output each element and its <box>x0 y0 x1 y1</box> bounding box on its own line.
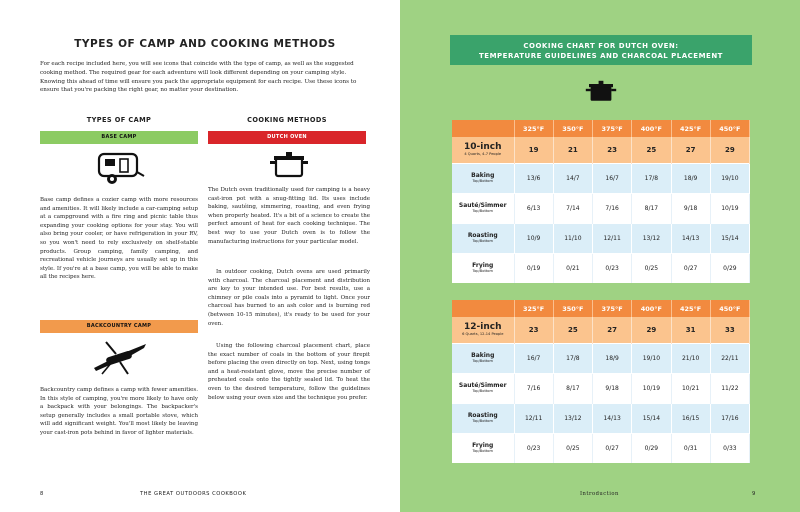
value-cell: 17/16 <box>710 403 749 433</box>
value-cell: 9/18 <box>593 373 632 403</box>
value-cell: 22/11 <box>710 343 749 373</box>
method-sub: Top/Bottom <box>472 179 493 183</box>
coal-count-cell: 27 <box>671 137 710 163</box>
temp-cell: 400°F <box>632 300 671 317</box>
twelve-inch-chart <box>452 300 750 463</box>
table-row <box>452 223 750 253</box>
value-cell: 21/10 <box>671 343 710 373</box>
temp-cell: 375°F <box>593 300 632 317</box>
right-page-number: 9 <box>752 491 756 497</box>
multi-tool-knife-icon <box>92 340 148 376</box>
coal-count-cell: 23 <box>593 137 632 163</box>
value-cell: 7/14 <box>553 193 592 223</box>
coal-count-cell: 19 <box>514 137 553 163</box>
temp-cell: 425°F <box>671 300 710 317</box>
dutch-oven-pot-icon <box>585 80 617 104</box>
section-footer: Introduction <box>580 491 619 497</box>
temp-cell: 375°F <box>593 120 632 137</box>
size-note: 6 Quarts, 12-14 People <box>462 332 504 337</box>
value-cell: 7/16 <box>514 373 553 403</box>
value-cell: 16/15 <box>671 403 710 433</box>
right-page <box>400 0 800 512</box>
types-of-camp-column <box>40 0 198 512</box>
base-camp-bar: BASE CAMP <box>40 131 198 144</box>
value-cell: 14/13 <box>671 223 710 253</box>
coal-count-cell: 25 <box>632 137 671 163</box>
method-sub: Top/Bottom <box>472 239 493 243</box>
temp-cell: 325°F <box>514 300 553 317</box>
value-cell: 16/7 <box>514 343 553 373</box>
value-cell: 0/21 <box>553 253 592 283</box>
value-cell: 7/16 <box>593 193 632 223</box>
temp-cell: 350°F <box>553 120 592 137</box>
method-sub: Top/Bottom <box>472 449 493 454</box>
value-cell: 10/9 <box>514 223 553 253</box>
value-cell: 0/31 <box>671 433 710 463</box>
size-row <box>452 137 750 163</box>
col1-heading: TYPES OF CAMP <box>86 116 152 124</box>
table-row <box>452 433 750 463</box>
size-label-cell <box>452 137 514 163</box>
value-cell: 18/9 <box>671 163 710 193</box>
value-cell: 0/27 <box>593 433 632 463</box>
size-label: 10-inch <box>464 142 502 153</box>
size-row <box>452 317 750 343</box>
method-cell <box>452 163 514 193</box>
temp-cell: 325°F <box>514 120 553 137</box>
coal-count-cell: 21 <box>553 137 592 163</box>
header-blank-cell <box>452 300 514 317</box>
coal-count-cell: 25 <box>553 317 592 343</box>
dutch-oven-bar: DUTCH OVEN <box>208 131 366 144</box>
value-cell: 10/21 <box>671 373 710 403</box>
value-cell: 17/8 <box>553 343 592 373</box>
method-cell <box>452 343 514 373</box>
method-cell <box>452 403 514 433</box>
method-sub: Top/Bottom <box>472 209 493 213</box>
backcountry-camp-text: Backcountry camp defines a camp with fewer amenities. In this style of camping, you're more likely to have only a backpack with your belongings. The backpacker's setup generally includes a small portable stove, which will add significant weight. You'll most likely be leaving your cast-iron pots behind in favor of lighter materials. <box>40 387 198 436</box>
table-row <box>452 343 750 373</box>
dutch-oven-paragraph-2: In outdoor cooking, Dutch ovens are used primarily with charcoal. The charcoal placement and distribution are key to your intended use. For best results, use a chimney or pile coals into a pyramid to light. Once your charcoal has burned to an ash color and is burning red (between 10-15 minutes), it's ready to be used for your oven. <box>208 269 370 327</box>
method-label: Roasting <box>467 232 498 239</box>
table-row <box>452 193 750 223</box>
value-cell: 8/17 <box>632 193 671 223</box>
ten-inch-chart <box>452 120 750 283</box>
table-row <box>452 403 750 433</box>
method-label: Baking <box>471 352 495 359</box>
method-cell <box>452 433 514 463</box>
method-cell <box>452 193 514 223</box>
intro-paragraph: For each recipe included here, you will see icons that coincide with the type of camp, as well as the suggested cooking method. The required gear for each adventure will look different depending on your camping style. Knowing this ahead of time will ensure you pack the appropriate equipment for each recipe. Use these icons to ensure that you're packing the right gear, no matter your destination. <box>40 61 357 94</box>
value-cell: 19/10 <box>710 163 749 193</box>
cooking-methods-column <box>208 0 370 512</box>
page-title: TYPES OF CAMP AND COOKING METHODS <box>74 38 336 50</box>
value-cell: 14/7 <box>553 163 592 193</box>
header-blank-cell <box>452 120 514 137</box>
chart-title-line-1: COOKING CHART FOR DUTCH OVEN: <box>523 42 679 50</box>
table-row <box>452 163 750 193</box>
value-cell: 0/27 <box>671 253 710 283</box>
coal-count-cell: 29 <box>632 317 671 343</box>
dutch-oven-pot-icon <box>270 150 308 180</box>
coal-count-cell: 23 <box>514 317 553 343</box>
value-cell: 13/6 <box>514 163 553 193</box>
temp-cell: 400°F <box>632 120 671 137</box>
coal-count-cell: 29 <box>710 137 749 163</box>
value-cell: 14/13 <box>593 403 632 433</box>
method-cell <box>452 373 514 403</box>
value-cell: 0/23 <box>593 253 632 283</box>
method-label: Baking <box>471 172 495 179</box>
value-cell: 0/29 <box>632 433 671 463</box>
method-label: Sauté/Simmer <box>458 382 507 389</box>
base-camp-text: Base camp defines a cozier camp with more resources and amenities. It will likely include a car-camping setup at a campground with a fire ring and picnic table thus expanding your cooking options for your stay. You will also bring your cooler, or have refrigeration in your RV, so you won't need to rely exclusively on shelf-stable products. Group camping, family camping, and recreational vehicle journeys are usually set up in this style. If you're at a base camp, you will be able to make all the recipes here. <box>40 197 198 281</box>
book-title-footer: THE GREAT OUTDOORS COOKBOOK <box>140 491 247 497</box>
temp-cell: 425°F <box>671 120 710 137</box>
value-cell: 13/12 <box>632 223 671 253</box>
temp-cell: 450°F <box>710 300 749 317</box>
table-row <box>452 253 750 283</box>
value-cell: 0/19 <box>514 253 553 283</box>
temperature-header-row <box>452 120 750 137</box>
value-cell: 0/23 <box>514 433 553 463</box>
value-cell: 0/33 <box>710 433 749 463</box>
size-note: 4 Quarts, 4-7 People <box>464 152 502 157</box>
coal-count-cell: 27 <box>593 317 632 343</box>
value-cell: 15/14 <box>632 403 671 433</box>
method-label: Frying <box>472 262 494 270</box>
dutch-oven-paragraph-3: Using the following charcoal placement chart, place the exact number of coals in the bottom of your firepit before placing the oven directly on top. Next, using tongs and a heat-resistant glove, move the precise number of preheated coals onto the tightly sealed lid. To heat the oven to the desired temperature, follow the guidelines below using your oven size and the technique you prefer. <box>208 343 370 401</box>
col2-heading: COOKING METHODS <box>247 116 327 124</box>
method-sub: Top/Bottom <box>472 419 493 423</box>
value-cell: 11/10 <box>553 223 592 253</box>
camper-trailer-icon <box>95 150 145 186</box>
dutch-oven-paragraph-1: The Dutch oven traditionally used for camping is a heavy cast-iron pot with a snug-fitting lid. Its uses include baking, sautéing, simmering, roasting, and even frying when properly heated. It's a bit of a science to create the perfect amount of heat for each cooking technique. The best way to use your Dutch oven is to follow the manufacturing instructions for your particular model. <box>208 187 370 245</box>
value-cell: 0/29 <box>710 253 749 283</box>
value-cell: 10/19 <box>632 373 671 403</box>
value-cell: 17/8 <box>632 163 671 193</box>
value-cell: 16/7 <box>593 163 632 193</box>
value-cell: 12/11 <box>593 223 632 253</box>
value-cell: 10/19 <box>710 193 749 223</box>
method-cell <box>452 253 514 283</box>
value-cell: 11/22 <box>710 373 749 403</box>
coal-count-cell: 31 <box>671 317 710 343</box>
value-cell: 18/9 <box>593 343 632 373</box>
value-cell: 8/17 <box>553 373 592 403</box>
value-cell: 0/25 <box>553 433 592 463</box>
size-label: 12-inch <box>464 322 502 333</box>
value-cell: 19/10 <box>632 343 671 373</box>
method-sub: Top/Bottom <box>472 389 493 393</box>
method-cell <box>452 223 514 253</box>
value-cell: 15/14 <box>710 223 749 253</box>
temperature-header-row <box>452 300 750 317</box>
temp-cell: 350°F <box>553 300 592 317</box>
value-cell: 12/11 <box>514 403 553 433</box>
chart-title-box <box>450 35 752 65</box>
left-page-number: 8 <box>40 491 44 497</box>
backcountry-camp-bar: BACKCOUNTRY CAMP <box>40 320 198 333</box>
coal-count-cell: 33 <box>710 317 749 343</box>
chart-title-line-2: TEMPERATURE GUIDELINES AND CHARCOAL PLACEMENT <box>479 52 723 60</box>
size-label-cell <box>452 317 514 343</box>
method-sub: Top/Bottom <box>472 359 493 363</box>
temp-cell: 450°F <box>710 120 749 137</box>
method-label: Sauté/Simmer <box>458 202 507 209</box>
method-sub: Top/Bottom <box>472 269 493 274</box>
method-label: Roasting <box>467 412 498 419</box>
value-cell: 9/18 <box>671 193 710 223</box>
value-cell: 13/12 <box>553 403 592 433</box>
value-cell: 6/13 <box>514 193 553 223</box>
value-cell: 0/25 <box>632 253 671 283</box>
table-row <box>452 373 750 403</box>
method-label: Frying <box>472 442 494 450</box>
